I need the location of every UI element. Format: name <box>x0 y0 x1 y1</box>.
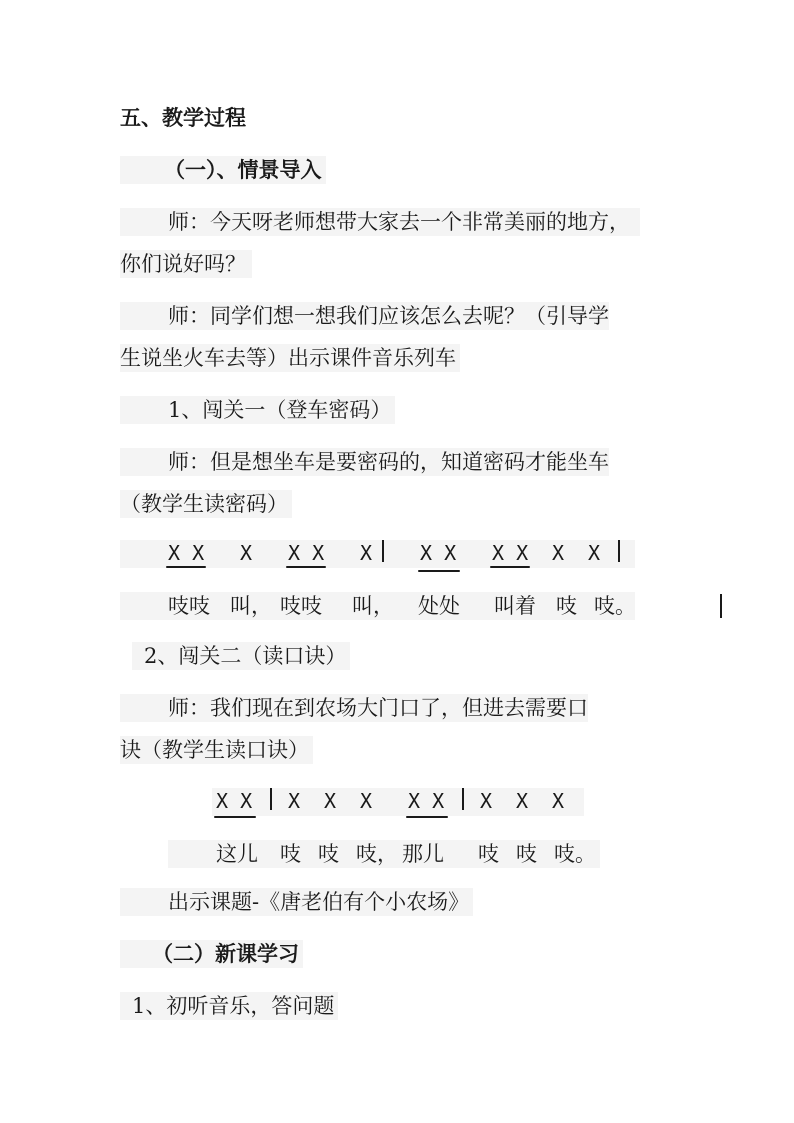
step-3-title: 1、初听音乐，答问题 <box>120 992 338 1020</box>
bar-line <box>270 788 272 810</box>
lyric-2-word-5: 那儿 <box>402 842 444 866</box>
lyric-1-word-5: 处处 <box>418 594 460 618</box>
eighth-beam <box>406 816 448 818</box>
lyrics-line-2 <box>168 840 600 868</box>
rhythm-1-token-3: X X <box>288 541 325 565</box>
lyric-2-word-2: 吱 <box>280 842 301 866</box>
rhythm-1-token-2: X <box>240 541 253 565</box>
eighth-beam <box>166 566 206 568</box>
lyric-1-word-4: 叫， <box>352 594 394 618</box>
rhythm-line-2 <box>212 788 584 816</box>
lyric-2-word-7: 吱 <box>516 842 537 866</box>
rhythm-2-token-8: X <box>552 789 565 813</box>
subsection-title-1: （一）、情景导入 <box>120 156 326 184</box>
paragraph-4-line-1: 师：我们现在到农场大门口了，但进去需要口 <box>120 694 588 722</box>
rhythm-2-token-6: X <box>480 789 493 813</box>
lyric-2-word-1: 这儿 <box>216 842 258 866</box>
eighth-beam <box>418 570 460 572</box>
step-2-title: 2、闯关二（读口诀） <box>132 642 350 670</box>
rhythm-2-token-1: X X <box>216 789 253 813</box>
bar-line <box>462 788 464 810</box>
bar-line <box>382 540 384 562</box>
lyrics-line-1 <box>120 592 635 620</box>
lyric-2-word-8: 吱。 <box>554 842 596 866</box>
paragraph-1-line-2: 你们说好吗？ <box>120 250 252 278</box>
paragraph-2-line-2: 生说坐火车去等）出示课件音乐列车 <box>120 344 460 372</box>
paragraph-4-line-2: 诀（教学生读口诀） <box>120 736 313 764</box>
section-title: 五、教学过程 <box>120 105 246 130</box>
rhythm-1-token-8: X <box>588 541 601 565</box>
rhythm-1-token-1: X X <box>168 541 205 565</box>
eighth-beam <box>286 566 326 568</box>
lyric-1-word-6: 叫着 <box>494 594 536 618</box>
eighth-beam <box>214 816 256 818</box>
rhythm-1-token-4: X <box>360 541 373 565</box>
lyric-2-word-3: 吱 <box>318 842 339 866</box>
paragraph-3-line-1: 师：但是想坐车是要密码的，知道密码才能坐车 <box>120 448 609 476</box>
rhythm-2-token-3: X <box>324 789 337 813</box>
stray-bar-line <box>720 594 722 618</box>
lyric-1-word-7: 吱 <box>556 594 577 618</box>
eighth-beam <box>490 566 530 568</box>
bar-line <box>618 540 620 562</box>
rhythm-1-token-6: X X <box>492 541 529 565</box>
lyric-2-word-4: 吱， <box>356 842 398 866</box>
lyric-2-word-6: 吱 <box>478 842 499 866</box>
rhythm-2-token-7: X <box>516 789 529 813</box>
subsection-title-2: （二）新课学习 <box>120 940 303 968</box>
rhythm-2-token-5: X X <box>408 789 445 813</box>
step-1-title: 1、闯关一（登车密码） <box>120 396 395 424</box>
lyric-1-word-8: 吱。 <box>594 594 636 618</box>
rhythm-line-1 <box>120 540 635 568</box>
lyric-1-word-2: 叫， <box>230 594 272 618</box>
paragraph-3-line-2: （教学生读密码） <box>120 490 292 518</box>
rhythm-2-token-4: X <box>360 789 373 813</box>
paragraph-2-line-1: 师：同学们想一想我们应该怎么去呢？（引导学 <box>120 302 609 330</box>
rhythm-2-token-2: X <box>288 789 301 813</box>
paragraph-1-line-1: 师：今天呀老师想带大家去一个非常美丽的地方， <box>120 208 640 236</box>
lyric-1-word-1: 吱吱 <box>168 594 210 618</box>
lyric-1-word-3: 吱吱 <box>280 594 322 618</box>
lesson-title-line: 出示课题-《唐老伯有个小农场》 <box>120 888 473 916</box>
rhythm-1-token-5: X X <box>420 541 457 565</box>
rhythm-1-token-7: X <box>552 541 565 565</box>
